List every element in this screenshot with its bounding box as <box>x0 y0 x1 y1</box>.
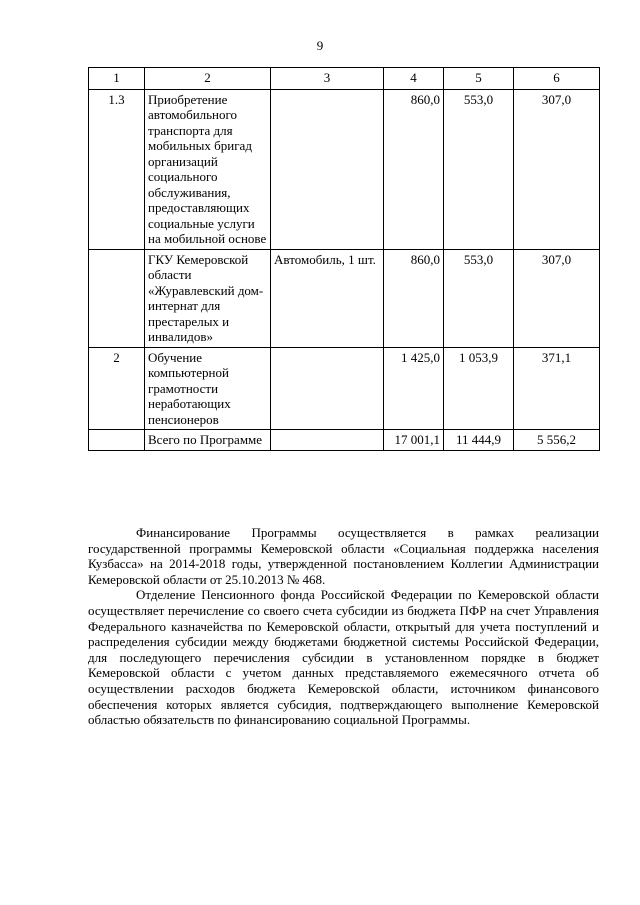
row-unit <box>271 347 384 430</box>
budget-table <box>88 67 600 451</box>
column-header-5: 5 <box>444 68 514 90</box>
row-federal: 1 053,9 <box>444 347 514 430</box>
row-number: 2 <box>89 347 145 430</box>
row-number: 1.3 <box>89 89 145 249</box>
table-header-row <box>89 68 600 90</box>
table-row-total <box>89 430 600 451</box>
column-header-3: 3 <box>271 68 384 90</box>
row-regional: 307,0 <box>514 89 600 249</box>
row-regional: 5 556,2 <box>514 430 600 451</box>
row-total: 1 425,0 <box>384 347 444 430</box>
row-description: ГКУ Кемеровской области «Журавлевский дом-интернат для престарелых и инвалидов» <box>145 249 271 347</box>
paragraph-financing: Финансирование Программы осуществляется в рамках реализации государственной программы Кемеровской области «Социальная поддержка населения Кузбасса» на 2014-2018 годы, утвержденной постановлением Коллегии Администрации Кемеровской области от 25.10.2013 № 468. <box>88 525 599 587</box>
table-row <box>89 89 600 249</box>
row-unit <box>271 430 384 451</box>
row-description: Всего по Программе <box>145 430 271 451</box>
row-total: 17 001,1 <box>384 430 444 451</box>
row-unit: Автомобиль, 1 шт. <box>271 249 384 347</box>
table-row <box>89 347 600 430</box>
row-regional: 307,0 <box>514 249 600 347</box>
row-federal: 11 444,9 <box>444 430 514 451</box>
row-description: Приобретение автомобильного транспорта для мобильных бригад организаций социального обслуживания, предоставляющих социальные услуги на мобильной основе <box>145 89 271 249</box>
row-total: 860,0 <box>384 89 444 249</box>
column-header-2: 2 <box>145 68 271 90</box>
page-number: 9 <box>316 38 324 53</box>
row-federal: 553,0 <box>444 89 514 249</box>
row-regional: 371,1 <box>514 347 600 430</box>
table-row <box>89 249 600 347</box>
row-number <box>89 430 145 451</box>
row-federal: 553,0 <box>444 249 514 347</box>
column-header-1: 1 <box>89 68 145 90</box>
row-number <box>89 249 145 347</box>
body-text <box>88 525 599 728</box>
column-header-4: 4 <box>384 68 444 90</box>
column-header-6: 6 <box>514 68 600 90</box>
paragraph-pension-fund: Отделение Пенсионного фонда Российской Федерации по Кемеровской области осуществляет перечисление со своего счета субсидии из бюджета ПФР на счет Управления Федерального казначейства по Кемеровской области, открытый для учета поступлений и распределения субсидии между бюджетами бюджетной системы Российской Федерации, для последующего перечисления субсидии в установленном порядке в бюджет Кемеровской области с учетом данных представляемого ежемесячного отчета об осуществлении расходов бюджета Кемеровской области, источником финансового обеспечения которых является субсидия, подтверждающего выполнение Кемеровской областью обязательств по финансированию социальной Программы. <box>88 587 599 728</box>
row-total: 860,0 <box>384 249 444 347</box>
row-description: Обучение компьютерной грамотности неработающих пенсионеров <box>145 347 271 430</box>
row-unit <box>271 89 384 249</box>
